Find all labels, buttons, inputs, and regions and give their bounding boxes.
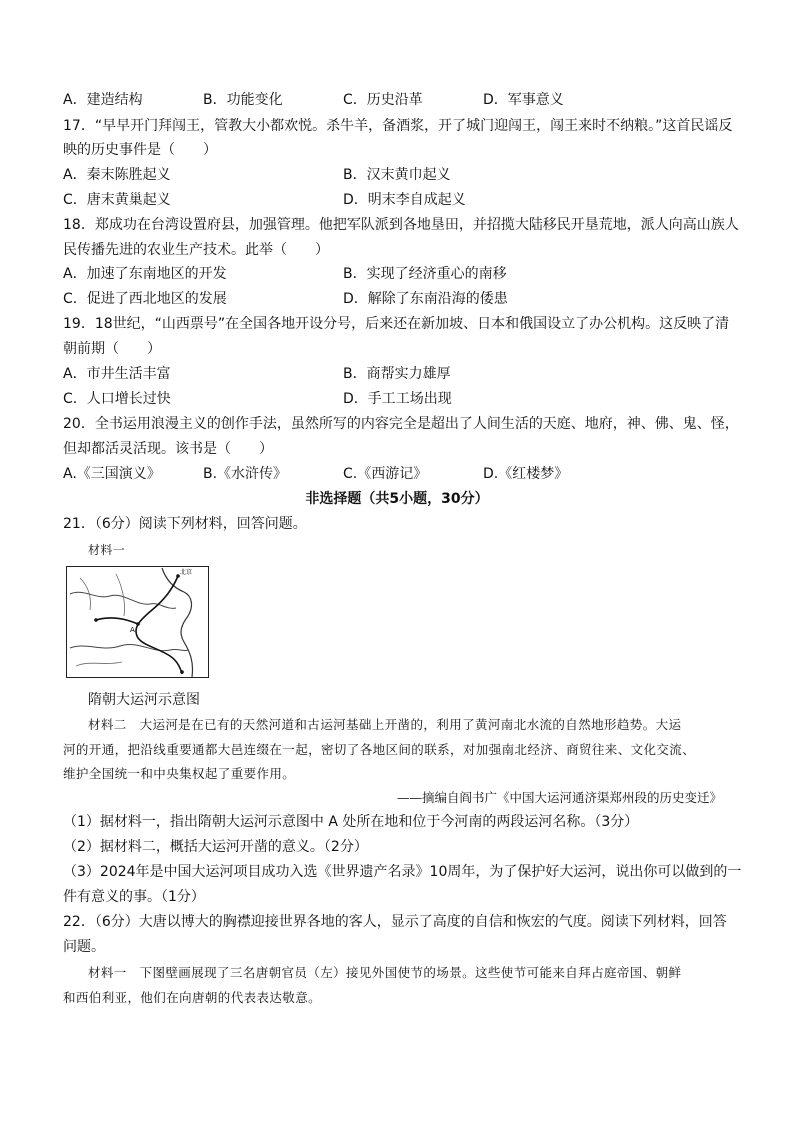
q21-material2-line2: 河的开通，把沿线重要通都大邑连缀在一起，密切了各地区间的联系，对加强南北经济、商贸往来、文化交流、 [63, 742, 696, 757]
grand-canal-map [66, 566, 209, 678]
q18-stem-line1: 18．郑成功在台湾设置府县，加强管理。他把军队派到各地垦田，并招揽大陆移民开垦荒地，派人向高山族人 [63, 217, 739, 233]
q21-sub3-line1: （3）2024年是中国大运河项目成功入选《世界遗产名录》10周年，为了保护好大运河，说出你可以做到的一 [63, 864, 742, 880]
q21-material1-label: 材料一 [88, 543, 126, 557]
q20-option-d: D.《红楼梦》 [483, 466, 569, 482]
q20-option-a: A.《三国演义》 [63, 466, 161, 482]
q18-option-a: A．加速了东南地区的开发 [63, 266, 227, 282]
map-label-beijing: 北京 [180, 569, 193, 576]
section-title: 非选择题（共5小题，30分） [305, 491, 489, 507]
q17-stem-line1: 17．“早早开门拜闯王，管教大小都欢悦。杀牛羊，备酒浆，开了城门迎闯王，闯王来时不纳粮。”这首民谣反 [63, 118, 733, 134]
q19-option-a: A．市井生活丰富 [63, 366, 171, 382]
map-caption: 隋朝大运河示意图 [88, 692, 200, 708]
q18-option-b: B．实现了经济重心的南移 [343, 266, 507, 282]
q21-material2-line3: 维护全国统一和中央集权起了重要作用。 [63, 766, 296, 781]
q19-option-d: D．手工工场出现 [343, 391, 452, 407]
q20-stem-line1: 20．全书运用浪漫主义的创作手法，虽然所写的内容完全是超出了人间生活的天庭、地府，神、佛、鬼、怪， [63, 416, 739, 432]
q19-stem-line2: 朝前期（ ） [63, 341, 161, 357]
q16-option-a: A．建造结构 [63, 92, 143, 108]
q20-option-b: B.《水浒传》 [203, 466, 288, 482]
q22-stem-line2: 问题。 [63, 939, 105, 955]
q16-option-b: B．功能变化 [203, 92, 283, 108]
q18-stem-line2: 民传播先进的农业生产技术。此举（ ） [63, 242, 329, 258]
q20-stem-line2: 但却都活灵活现。该书是（ ） [63, 441, 273, 457]
q22-stem-line1: 22．（6分）大唐以博大的胸襟迎接世界各地的客人，显示了高度的自信和恢宏的气度。阅读下列材料，回答 [63, 914, 727, 930]
q21-stem: 21．（6分）阅读下列材料，回答问题。 [63, 516, 307, 532]
q21-sub3-line2: 件有意义的事。（1分） [63, 889, 205, 905]
q17-option-d: D．明末李自成起义 [343, 192, 466, 208]
q17-option-c: C．唐末黄巢起义 [63, 192, 171, 208]
q16-option-c: C．历史沿革 [343, 92, 423, 108]
q21-source: ——摘编自阎书广《中国大运河通济渠郑州段的历史变迁》 [396, 790, 722, 805]
map-label-a: A [130, 626, 135, 634]
q22-material1-line2: 和西伯利亚，他们在向唐朝的代表表达敬意。 [63, 990, 322, 1005]
q16-option-d: D．军事意义 [483, 92, 564, 108]
q20-option-c: C.《西游记》 [343, 466, 428, 482]
q18-option-d: D．解除了东南沿海的倭患 [343, 291, 508, 307]
q22-material1-line1: 材料一 下图壁画展现了三名唐朝官员（左）接见外国使节的场景。这些使节可能来自拜占庭帝国、朝鲜 [88, 965, 682, 980]
q17-option-a: A．秦末陈胜起义 [63, 167, 171, 183]
q21-sub1: （1）据材料一，指出隋朝大运河示意图中 A 处所在地和位于今河南的两段运河名称。（3分） [63, 814, 639, 830]
q21-material2-line1: 材料二 大运河是在已有的天然河道和古运河基础上开凿的，利用了黄河南北水流的自然地形趋势。大运 [88, 717, 682, 732]
q19-stem-line1: 19．18世纪，“山西票号”在全国各地开设分号，后来还在新加坡、日本和俄国设立了办公机构。这反映了清 [63, 316, 730, 332]
q21-sub2: （2）据材料二，概括大运河开凿的意义。（2分） [63, 839, 368, 855]
q18-option-c: C．促进了西北地区的发展 [63, 291, 227, 307]
q17-option-b: B．汉末黄巾起义 [343, 167, 451, 183]
q19-option-c: C．人口增长过快 [63, 391, 171, 407]
q17-stem-line2: 映的历史事件是（ ） [63, 142, 217, 158]
q19-option-b: B．商帮实力雄厚 [343, 366, 451, 382]
